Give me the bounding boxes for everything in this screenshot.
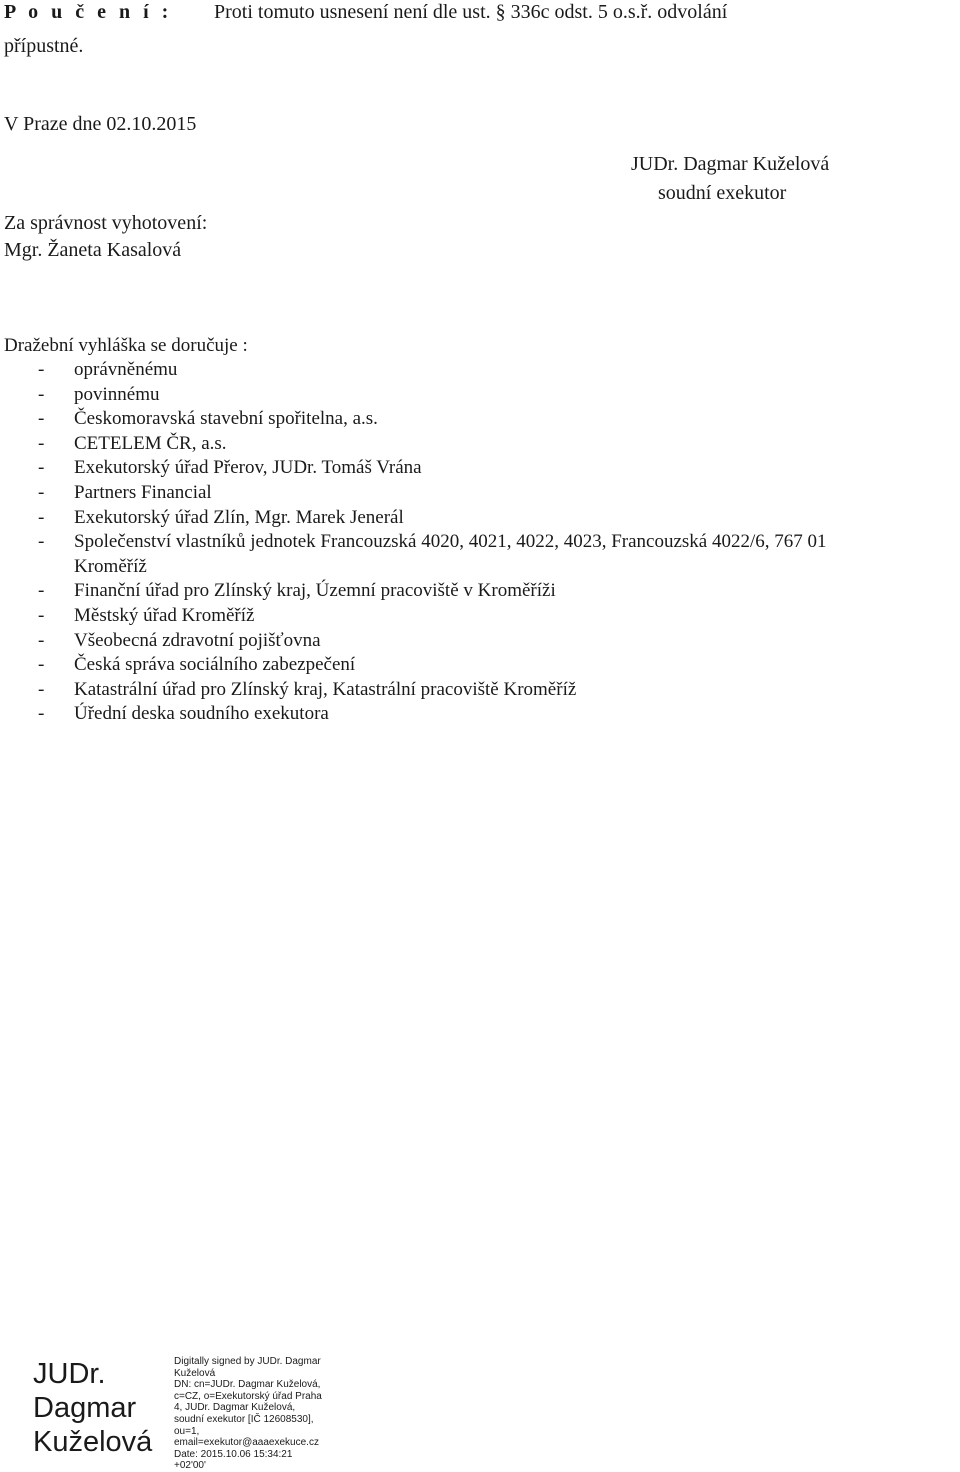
list-dash: - [38, 604, 45, 626]
signer-name: JUDr. Dagmar Kuželová [631, 153, 830, 175]
notice-text-continuation: přípustné. [4, 35, 84, 57]
signature-detail-line: soudní exekutor [IČ 12608530], [174, 1413, 314, 1425]
list-item-text: Společenství vlastníků jednotek Francouzská 4020, 4021, 4022, 4023, Francouzská 4022/6, 767 01 [74, 531, 827, 553]
list-item-text: povinnému [74, 383, 160, 405]
list-item [4, 407, 960, 432]
list-item [4, 579, 960, 604]
list-item-text: Katastrální úřad pro Zlínský kraj, Katastrální pracoviště Kroměříž [74, 678, 577, 700]
notice-text: Proti tomuto usnesení není dle ust. § 336c odst. 5 o.s.ř. odvolání [214, 1, 728, 23]
list-item [4, 653, 960, 678]
list-item-text: Českomoravská stavební spořitelna, a.s. [74, 408, 378, 430]
signature-name-line: Dagmar [33, 1392, 137, 1424]
digital-signature-name [33, 1357, 173, 1459]
signature-name-line: Kuželová [33, 1426, 153, 1458]
list-item [4, 678, 960, 703]
list-dash: - [38, 432, 45, 454]
list-item-text: oprávněnému [74, 359, 178, 380]
list-item [4, 629, 960, 654]
list-dash: - [38, 481, 45, 503]
list-dash: - [38, 408, 45, 430]
list-item-text: Úřední deska soudního exekutora [74, 703, 329, 725]
signature-detail-line: DN: cn=JUDr. Dagmar Kuželová, [174, 1379, 321, 1391]
signature-detail-line: +02'00' [174, 1460, 206, 1472]
list-item-text: CETELEM ČR, a.s. [74, 432, 227, 454]
list-item-text: Partners Financial [74, 481, 212, 503]
signature-detail-line: email=exekutor@aaaexekuce.cz [174, 1437, 319, 1449]
signature-detail-line: Digitally signed by JUDr. Dagmar [174, 1356, 321, 1367]
delivery-list [4, 358, 960, 727]
signature-detail-line: c=CZ, o=Exekutorský úřad Praha [174, 1390, 322, 1402]
place-and-date: V Praze dne 02.10.2015 [4, 113, 197, 135]
list-dash: - [38, 654, 45, 676]
signature-name-line: JUDr. [33, 1358, 106, 1390]
list-dash: - [38, 383, 45, 405]
list-item [4, 702, 960, 727]
list-item-text: Exekutorský úřad Přerov, JUDr. Tomáš Vrána [74, 457, 422, 479]
list-item [4, 506, 960, 531]
list-item-text: Česká správa sociálního zabezpečení [74, 654, 356, 676]
list-dash: - [38, 703, 45, 725]
list-item [4, 530, 960, 579]
correctness-label: Za správnost vyhotovení: [4, 212, 208, 234]
notice-label: P o u č e n í : [4, 1, 173, 23]
list-item [4, 456, 960, 481]
list-item [4, 604, 960, 629]
list-item [4, 432, 960, 457]
list-dash: - [38, 457, 45, 479]
list-dash: - [38, 531, 45, 553]
signature-detail-line: Kuželová [174, 1367, 216, 1379]
list-item [4, 358, 960, 383]
list-dash: - [38, 629, 45, 651]
list-item [4, 383, 960, 408]
list-item-text: Městský úřad Kroměříž [74, 604, 255, 626]
list-dash: - [38, 359, 45, 380]
list-item-text-continuation: Kroměříž [74, 555, 147, 577]
delivery-heading: Dražební vyhláška se doručuje : [4, 335, 248, 356]
signature-detail-line: ou=1, [174, 1425, 200, 1437]
signature-detail-line: Date: 2015.10.06 15:34:21 [174, 1448, 293, 1460]
signature-detail-line: 4, JUDr. Dagmar Kuželová, [174, 1402, 296, 1414]
list-item-text: Exekutorský úřad Zlín, Mgr. Marek Jenerál [74, 506, 404, 528]
list-dash: - [38, 506, 45, 528]
list-item-text: Finanční úřad pro Zlínský kraj, Územní pracoviště v Kroměříži [74, 580, 556, 602]
list-item [4, 481, 960, 506]
list-item-text: Všeobecná zdravotní pojišťovna [74, 629, 321, 651]
list-dash: - [38, 678, 45, 700]
correctness-name: Mgr. Žaneta Kasalová [4, 239, 182, 261]
signer-title: soudní exekutor [658, 182, 787, 204]
list-dash: - [38, 580, 45, 602]
